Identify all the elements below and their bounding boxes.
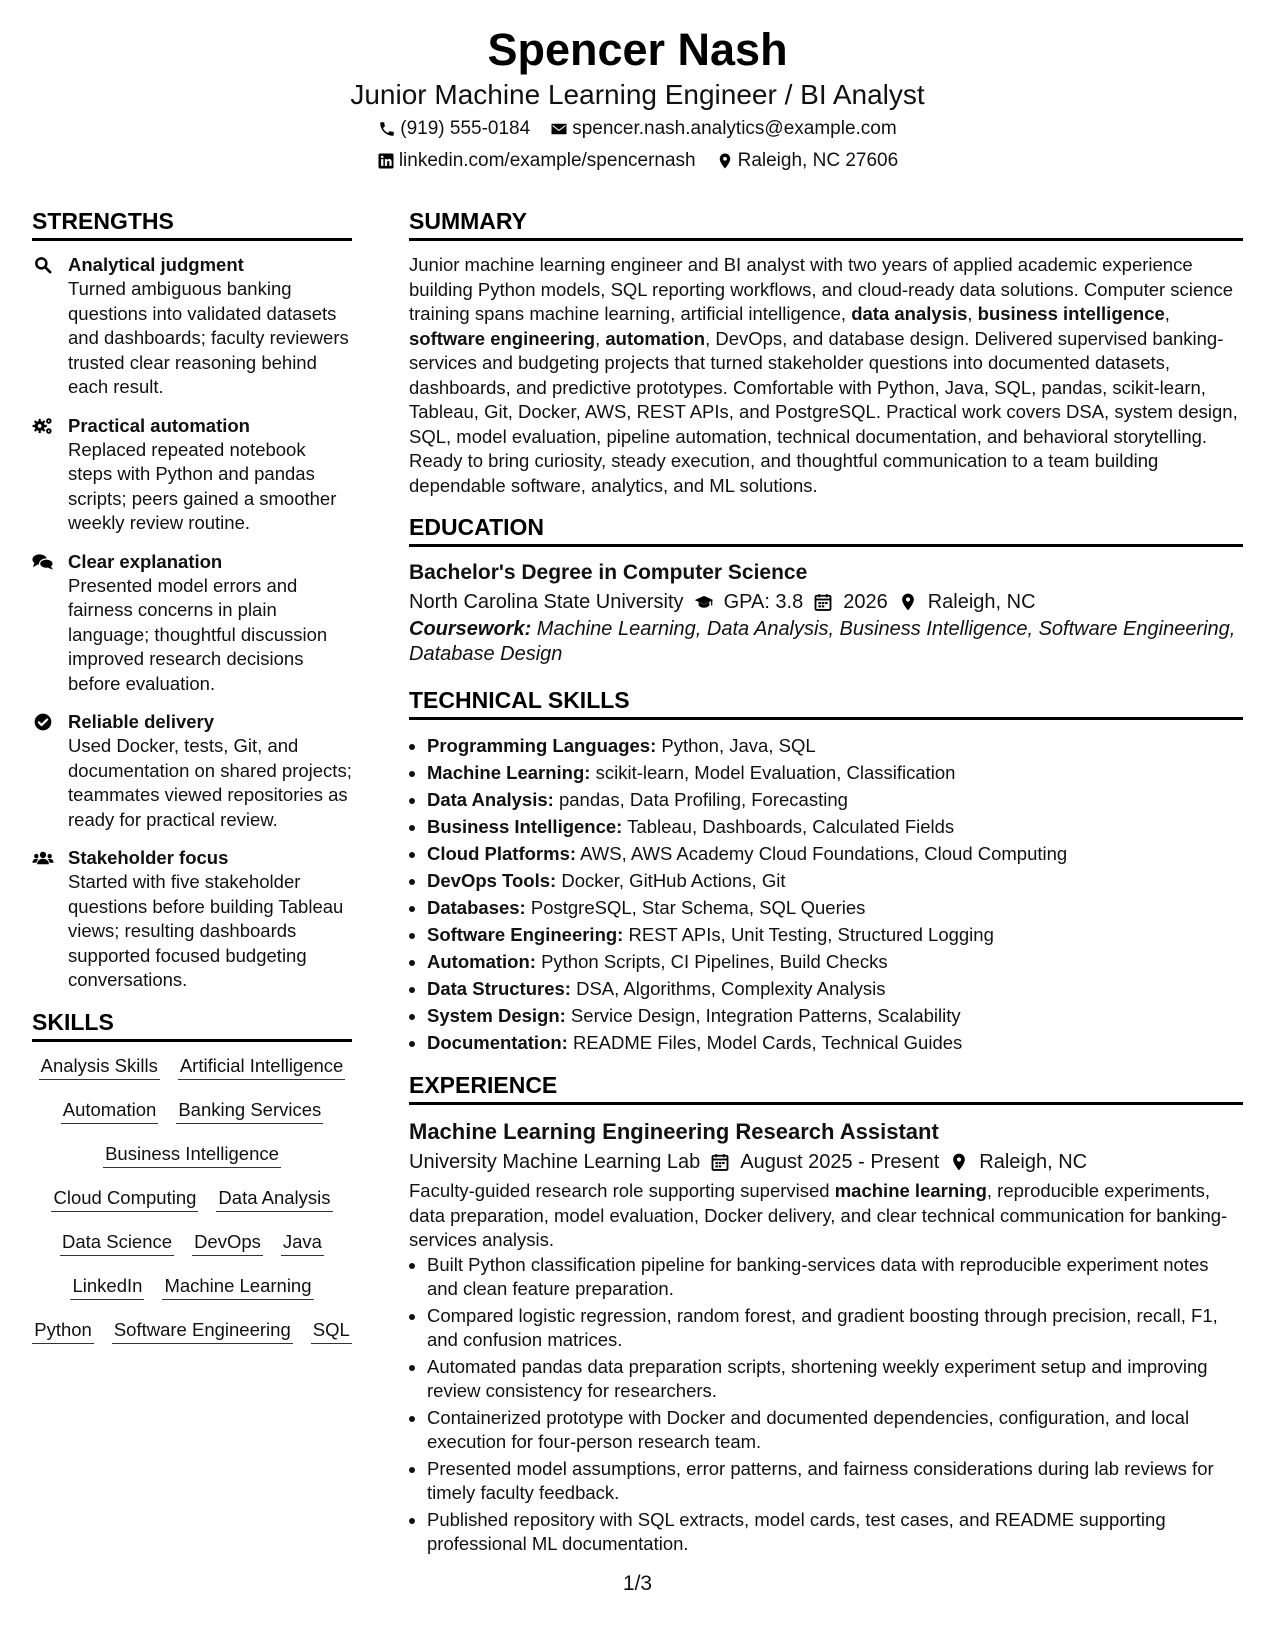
calendar-icon (710, 1152, 730, 1172)
list-item: • Programming Languages: Python, Java, SQL (427, 732, 1243, 759)
skill-tag: Banking Services (176, 1098, 323, 1124)
phone-icon (378, 120, 396, 138)
skill-tag: DevOps (192, 1230, 263, 1256)
strength-item (32, 253, 352, 400)
skills-section (32, 1007, 352, 1344)
list-item: • Machine Learning: scikit-learn, Model Evaluation, Classification (427, 759, 1243, 786)
strength-text: Used Docker, tests, Git, and documentation on shared projects; teammates viewed repositories as ready for practical review. (68, 735, 352, 830)
contact-linkedin[interactable] (377, 146, 696, 176)
job-title: Machine Learning Engineering Research Assistant (409, 1119, 939, 1144)
skill-tag: Business Intelligence (103, 1142, 281, 1168)
job-description: Faculty-guided research role supporting supervised machine learning, reproducible experiments, data preparation, model evaluation, Docker delivery, and clear technical communication for banking-services analysis. (409, 1180, 1228, 1250)
strength-text: Started with five stakeholder questions before building Tableau views; resulting dashboards supported focused budgeting conversations. (68, 871, 344, 990)
skill-tag: Java (281, 1230, 324, 1256)
strength-text: Turned ambiguous banking questions into validated datasets and dashboards; faculty reviewers trusted clear reasoning behind each result. (68, 278, 349, 397)
contact-row-2 (0, 146, 1275, 176)
summary-heading: SUMMARY (409, 206, 1243, 241)
strength-title: Reliable delivery (68, 711, 215, 732)
candidate-name: Spencer Nash (487, 24, 788, 75)
skill-tag: SQL (311, 1318, 352, 1344)
contact-email[interactable] (550, 114, 897, 144)
skill-tag: Artificial Intelligence (178, 1054, 346, 1080)
list-item: • Automation: Python Scripts, CI Pipelines, Build Checks (427, 948, 1243, 975)
graduation-cap-icon (694, 592, 714, 612)
list-item: • DevOps Tools: Docker, GitHub Actions, Git (427, 867, 1243, 894)
coursework: Coursework: Machine Learning, Data Analysis, Business Intelligence, Software Engineering, Database Design (409, 618, 1236, 665)
left-column (32, 206, 352, 1344)
phone-text: (919) 555-0184 (400, 118, 531, 139)
list-item: • Databases: PostgreSQL, Star Schema, SQL Queries (427, 894, 1243, 921)
skill-tag: Data Analysis (216, 1186, 332, 1212)
users-icon (32, 846, 56, 993)
strength-item (32, 710, 352, 832)
organization-name: University Machine Learning Lab (409, 1151, 701, 1173)
map-pin-icon (716, 152, 734, 170)
skill-tag: Analysis Skills (39, 1054, 160, 1080)
list-item: • System Design: Service Design, Integration Patterns, Scalability (427, 1002, 1243, 1029)
education-meta (409, 587, 1243, 617)
experience-heading: EXPERIENCE (409, 1070, 1243, 1105)
skill-tag: Python (32, 1318, 94, 1344)
skill-tag: Machine Learning (162, 1274, 313, 1300)
candidate-title: Junior Machine Learning Engineer / BI Analyst (350, 79, 925, 110)
skill-tag: Software Engineering (112, 1318, 293, 1344)
comments-icon (32, 550, 56, 697)
skill-tag: Cloud Computing (51, 1186, 198, 1212)
contact-phone (378, 114, 530, 144)
contact-row-1 (0, 114, 1275, 144)
list-item: • Cloud Platforms: AWS, AWS Academy Cloud Foundations, Cloud Computing (427, 840, 1243, 867)
list-item: • Automated pandas data preparation scripts, shortening weekly experiment setup and improving review consistency for researchers. (427, 1355, 1243, 1404)
linkedin-icon (377, 152, 395, 170)
check-circle-icon (32, 710, 56, 832)
map-pin-icon (949, 1152, 969, 1172)
skills-tag-list (32, 1054, 352, 1344)
job-bullets (409, 1253, 1243, 1557)
job-dates: August 2025 - Present (740, 1151, 940, 1173)
page-number: 1/3 (622, 1572, 653, 1595)
technical-skills-heading: TECHNICAL SKILLS (409, 685, 1243, 720)
list-item: • Compared logistic regression, random forest, and gradient boosting through precision, recall, F1, and confusion matrices. (427, 1304, 1243, 1353)
strength-text: Presented model errors and fairness concerns in plain language; thoughtful discussion improved research decisions before evaluation. (68, 574, 328, 694)
skill-tag: Automation (61, 1098, 159, 1124)
strength-item (32, 846, 352, 993)
degree-title: Bachelor's Degree in Computer Science (409, 561, 808, 584)
map-pin-icon (898, 592, 918, 612)
list-item: • Published repository with SQL extracts, model cards, test cases, and README supporting professional ML documentation. (427, 1508, 1243, 1557)
right-column (409, 206, 1243, 1559)
summary-text: Junior machine learning engineer and BI analyst with two years of applied academic experience building Python models, SQL reporting workflows, and cloud-ready data solutions. Computer science training spans machine learning, artificial intelligence, data analysis, business intelligence, software engineering, automation, DevOps, and database design. Delivered supervised banking-services and budgeting projects that turned stakeholder questions into documented datasets, dashboards, and predictive prototypes. Comfortable with Python, Java, SQL, pandas, scikit-learn, Tableau, Git, Docker, AWS, REST APIs, and PostgreSQL. Practical work covers DSA, system design, SQL, model evaluation, pipeline automation, technical documentation, and behavioral storytelling. Ready to bring curiosity, steady execution, and thoughtful communication to a team building dependable software, analytics, and ML solutions. (409, 254, 1238, 496)
list-item: • Presented model assumptions, error patterns, and fairness considerations during lab reviews for timely faculty feedback. (427, 1457, 1243, 1506)
envelope-icon (550, 120, 568, 138)
strength-title: Analytical judgment (68, 254, 244, 275)
list-item: • Containerized prototype with Docker and documented dependencies, configuration, and local execution for four-person research team. (427, 1406, 1243, 1455)
school-name: North Carolina State University (409, 591, 684, 613)
list-item: • Documentation: README Files, Model Cards, Technical Guides (427, 1029, 1243, 1056)
job-meta (409, 1147, 1243, 1177)
list-item: • Data Analysis: pandas, Data Profiling, Forecasting (427, 786, 1243, 813)
linkedin-text[interactable]: linkedin.com/example/spencernash (398, 150, 696, 171)
strength-title: Clear explanation (68, 550, 223, 572)
graduation-year: 2026 (843, 591, 888, 613)
list-item: • Software Engineering: REST APIs, Unit Testing, Structured Logging (427, 921, 1243, 948)
strength-item (32, 550, 352, 697)
education-heading: EDUCATION (409, 512, 1243, 547)
resume-header (0, 22, 1275, 176)
gpa-text: GPA: 3.8 (723, 591, 804, 613)
skill-tag: Data Science (60, 1230, 174, 1256)
location-text: Raleigh, NC 27606 (737, 150, 899, 171)
strength-title: Practical automation (68, 414, 250, 436)
list-item: • Business Intelligence: Tableau, Dashboards, Calculated Fields (427, 813, 1243, 840)
strength-text: Replaced repeated notebook steps with Python and pandas scripts; peers gained a smoother weekly review routine. (68, 438, 337, 533)
school-location: Raleigh, NC (927, 591, 1036, 613)
email-text[interactable]: spencer.nash.analytics@example.com (572, 118, 897, 139)
strength-item (32, 414, 352, 536)
strength-title: Stakeholder focus (68, 847, 229, 868)
technical-skills-list (409, 732, 1243, 1056)
skills-heading: SKILLS (32, 1007, 352, 1042)
job-location: Raleigh, NC (979, 1151, 1088, 1173)
strengths-heading: STRENGTHS (32, 206, 352, 241)
calendar-icon (813, 592, 833, 612)
gears-icon (32, 414, 56, 536)
search-icon (32, 253, 56, 400)
list-item: • Data Structures: DSA, Algorithms, Complexity Analysis (427, 975, 1243, 1002)
contact-location (716, 146, 899, 176)
list-item: • Built Python classification pipeline for banking-services data with reproducible experiment notes and clean feature preparation. (427, 1253, 1243, 1302)
skill-tag: LinkedIn (70, 1274, 144, 1300)
